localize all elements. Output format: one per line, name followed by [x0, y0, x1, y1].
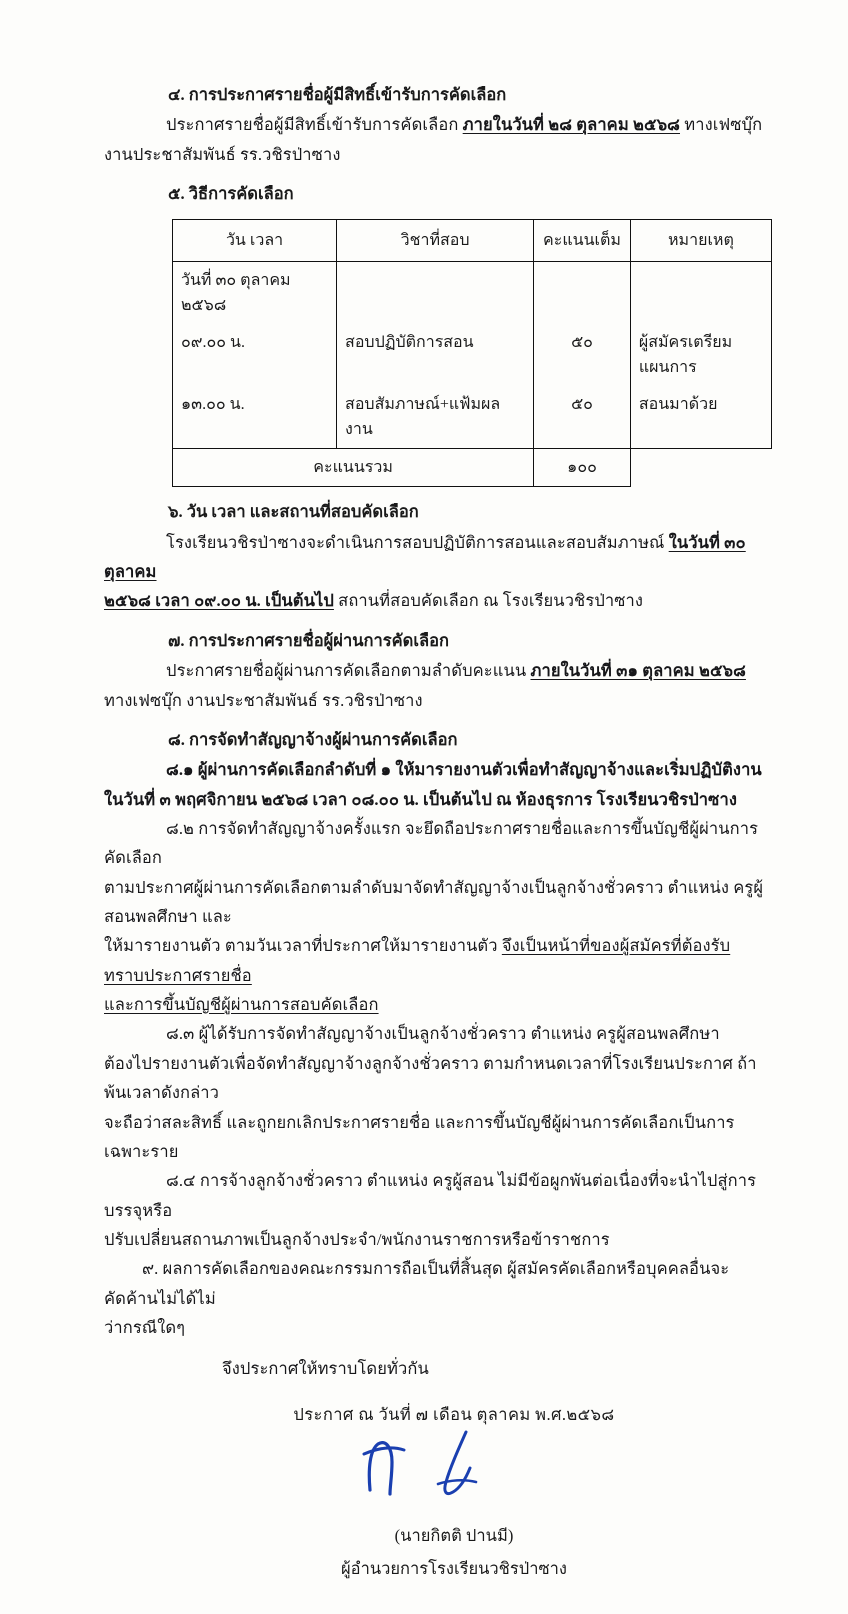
- closing-notice: จึงประกาศให้ทราบโดยทั่วกัน: [222, 1359, 429, 1379]
- signature-name: (นายกิตติ ปานมี): [394, 1525, 514, 1545]
- section-8-1-line-2: ในวันที่ ๓ พฤศจิกายน ๒๕๖๘ เวลา ๐๘.๐๐ น. เป็นต้นไป ณ ห้องธุรการ โรงเรียนวชิรป่าซาง: [104, 789, 737, 809]
- section-heading-5: ๕. วิธีการคัดเลือก: [168, 184, 294, 204]
- section-4-paragraph-1: [104, 110, 764, 139]
- section-8-2-line-1: ๘.๒ การจัดทำสัญญาจ้างครั้งแรก จะยึดถือประกาศรายชื่อและการขึ้นบัญชีผู้ผ่านการคัดเลือก: [104, 818, 759, 868]
- cell-subject: [337, 262, 534, 325]
- cell-score: [534, 262, 631, 325]
- s4-p1-part1: ประกาศรายชื่อผู้มีสิทธิ์เข้ารับการคัดเลือก: [166, 115, 463, 135]
- s6-p1-part1: โรงเรียนวชิรป่าซางจะดำเนินการสอบปฏิบัติการสอนและสอบสัมภาษณ์: [166, 532, 669, 552]
- cell-score: ๕๐: [534, 324, 631, 386]
- table-row: [173, 324, 772, 386]
- header-subject: วิชาที่สอบ: [337, 220, 534, 262]
- section-7-paragraph-1: [104, 656, 764, 685]
- section-9-line-1: ๙. ผลการคัดเลือกของคณะกรรมการถือเป็นที่สิ้นสุด ผู้สมัครคัดเลือกหรือบุคคลอื่นจะคัดค้านไม่ได้ไม่: [104, 1259, 730, 1308]
- s7-p1-part1: ประกาศรายชื่อผู้ผ่านการคัดเลือกตามลำดับคะแนน: [166, 661, 531, 681]
- section-8-2-line-2: ตามประกาศผู้ผ่านการคัดเลือกตามลำดับมาจัดทำสัญญาจ้างเป็นลูกจ้างชั่วคราว ตำแหน่ง ครูผู้สอนพลศึกษา และ: [104, 877, 764, 927]
- total-blank: [630, 449, 771, 487]
- table-header-row: [173, 220, 772, 262]
- s8-2-l3-part1: ให้มารายงานตัว ตามวันเวลาที่ประกาศให้มารายงานตัว: [104, 936, 502, 956]
- section-heading-6: ๖. วัน เวลา และสถานที่สอบคัดเลือก: [168, 502, 419, 522]
- section-8-3-line-2: ต้องไปรายงานตัวเพื่อจัดทำสัญญาจ้างลูกจ้างชั่วคราว ตามกำหนดเวลาที่โรงเรียนประกาศ ถ้าพ้นเวลาดังกล่าว: [104, 1053, 757, 1103]
- header-note: หมายเหตุ: [630, 220, 771, 262]
- section-heading-8: ๘. การจัดทำสัญญาจ้างผู้ผ่านการคัดเลือก: [168, 729, 458, 749]
- section-8-4-line-1: ๘.๔ การจ้างลูกจ้างชั่วคราว ตำแหน่ง ครูผู้สอน ไม่มีข้อผูกพันต่อเนื่องที่จะนำไปสู่การบรรจุหรือ: [104, 1171, 757, 1220]
- cell-time: ๐๙.๐๐ น.: [173, 324, 337, 386]
- cell-date: วันที่ ๓๐ ตุลาคม ๒๕๖๘: [173, 262, 337, 325]
- table-total-row: [173, 449, 772, 487]
- s7-p1-date: ภายในวันที่ ๓๑ ตุลาคม ๒๕๖๘: [530, 661, 746, 681]
- section-8-2-line-4: และการขึ้นบัญชีผู้ผ่านการสอบคัดเลือก: [104, 995, 379, 1015]
- announce-date: ประกาศ ณ วันที่ ๗ เดือน ตุลาคม พ.ศ.๒๕๖๘: [293, 1404, 615, 1424]
- cell-note: สอนมาด้วย: [630, 386, 771, 449]
- section-4-paragraph-2: งานประชาสัมพันธ์ รร.วชิรป่าซาง: [104, 144, 341, 164]
- total-value: ๑๐๐: [534, 449, 631, 487]
- section-8-2-line-3: [104, 931, 764, 990]
- section-8-3-line-1: ๘.๓ ผู้ได้รับการจัดทำสัญญาจ้างเป็นลูกจ้างชั่วคราว ตำแหน่ง ครูผู้สอนพลศึกษา: [166, 1024, 720, 1044]
- section-7-paragraph-2: ทางเฟซบุ๊ก งานประชาสัมพันธ์ รร.วชิรป่าซาง: [104, 690, 423, 710]
- cell-note: [630, 262, 771, 325]
- cell-time: ๑๓.๐๐ น.: [173, 386, 337, 449]
- total-label: คะแนนรวม: [173, 449, 534, 487]
- s6-p2-time: ๒๕๖๘ เวลา ๐๙.๐๐ น. เป็นต้นไป: [104, 591, 334, 611]
- section-6-paragraph-2: [104, 586, 764, 615]
- section-heading-7: ๗. การประกาศรายชื่อผู้ผ่านการคัดเลือก: [168, 630, 450, 650]
- s6-p2-place: สถานที่สอบคัดเลือก ณ โรงเรียนวชิรป่าซาง: [333, 591, 644, 611]
- header-datetime: วัน เวลา: [173, 220, 337, 262]
- table-row: [173, 386, 772, 449]
- header-score: คะแนนเต็ม: [534, 220, 631, 262]
- cell-subject: สอบสัมภาษณ์+แฟ้มผลงาน: [337, 386, 534, 449]
- cell-score: ๕๐: [534, 386, 631, 449]
- section-heading-4: ๔. การประกาศรายชื่อผู้มีสิทธิ์เข้ารับการคัดเลือก: [168, 85, 507, 104]
- section-8-1-line-1: ๘.๑ ผู้ผ่านการคัดเลือกลำดับที่ ๑ ให้มารายงานตัวเพื่อทำสัญญาจ้างและเริ่มปฏิบัติงาน: [166, 760, 762, 780]
- cell-note: ผู้สมัครเตรียมแผนการ: [630, 324, 771, 386]
- s6-p1-date: ในวันที่ ๓๐ ตุลาคม: [104, 532, 746, 582]
- section-8-4-line-2: ปรับเปลี่ยนสถานภาพเป็นลูกจ้างประจำ/พนักงานราชการหรือข้าราชการ: [104, 1229, 610, 1249]
- cell-subject: สอบปฏิบัติการสอน: [337, 324, 534, 386]
- signature-area: [104, 1428, 764, 1520]
- table-row: [173, 262, 772, 325]
- signature-icon: [334, 1424, 534, 1510]
- signature-position: ผู้อำนวยการโรงเรียนวชิรป่าซาง: [341, 1559, 567, 1579]
- section-6-paragraph-1: [104, 528, 764, 587]
- section-8-3-line-3: จะถือว่าสละสิทธิ์ และถูกยกเลิกประกาศรายชื่อ และการขึ้นบัญชีผู้ผ่านการคัดเลือกเป็นการเฉพาะราย: [104, 1112, 735, 1161]
- s4-p1-date: ภายในวันที่ ๒๘ ตุลาคม ๒๕๖๘: [462, 115, 680, 135]
- s8-2-l3-underlined: จึงเป็นหน้าที่ของผู้สมัครที่ต้องรับทราบประกาศรายชื่อ: [104, 936, 731, 985]
- section-9-line-2: ว่ากรณีใดๆ: [104, 1318, 186, 1338]
- exam-schedule-table: [172, 219, 772, 487]
- s4-p1-part3: ทางเฟซบุ๊ก: [680, 115, 763, 135]
